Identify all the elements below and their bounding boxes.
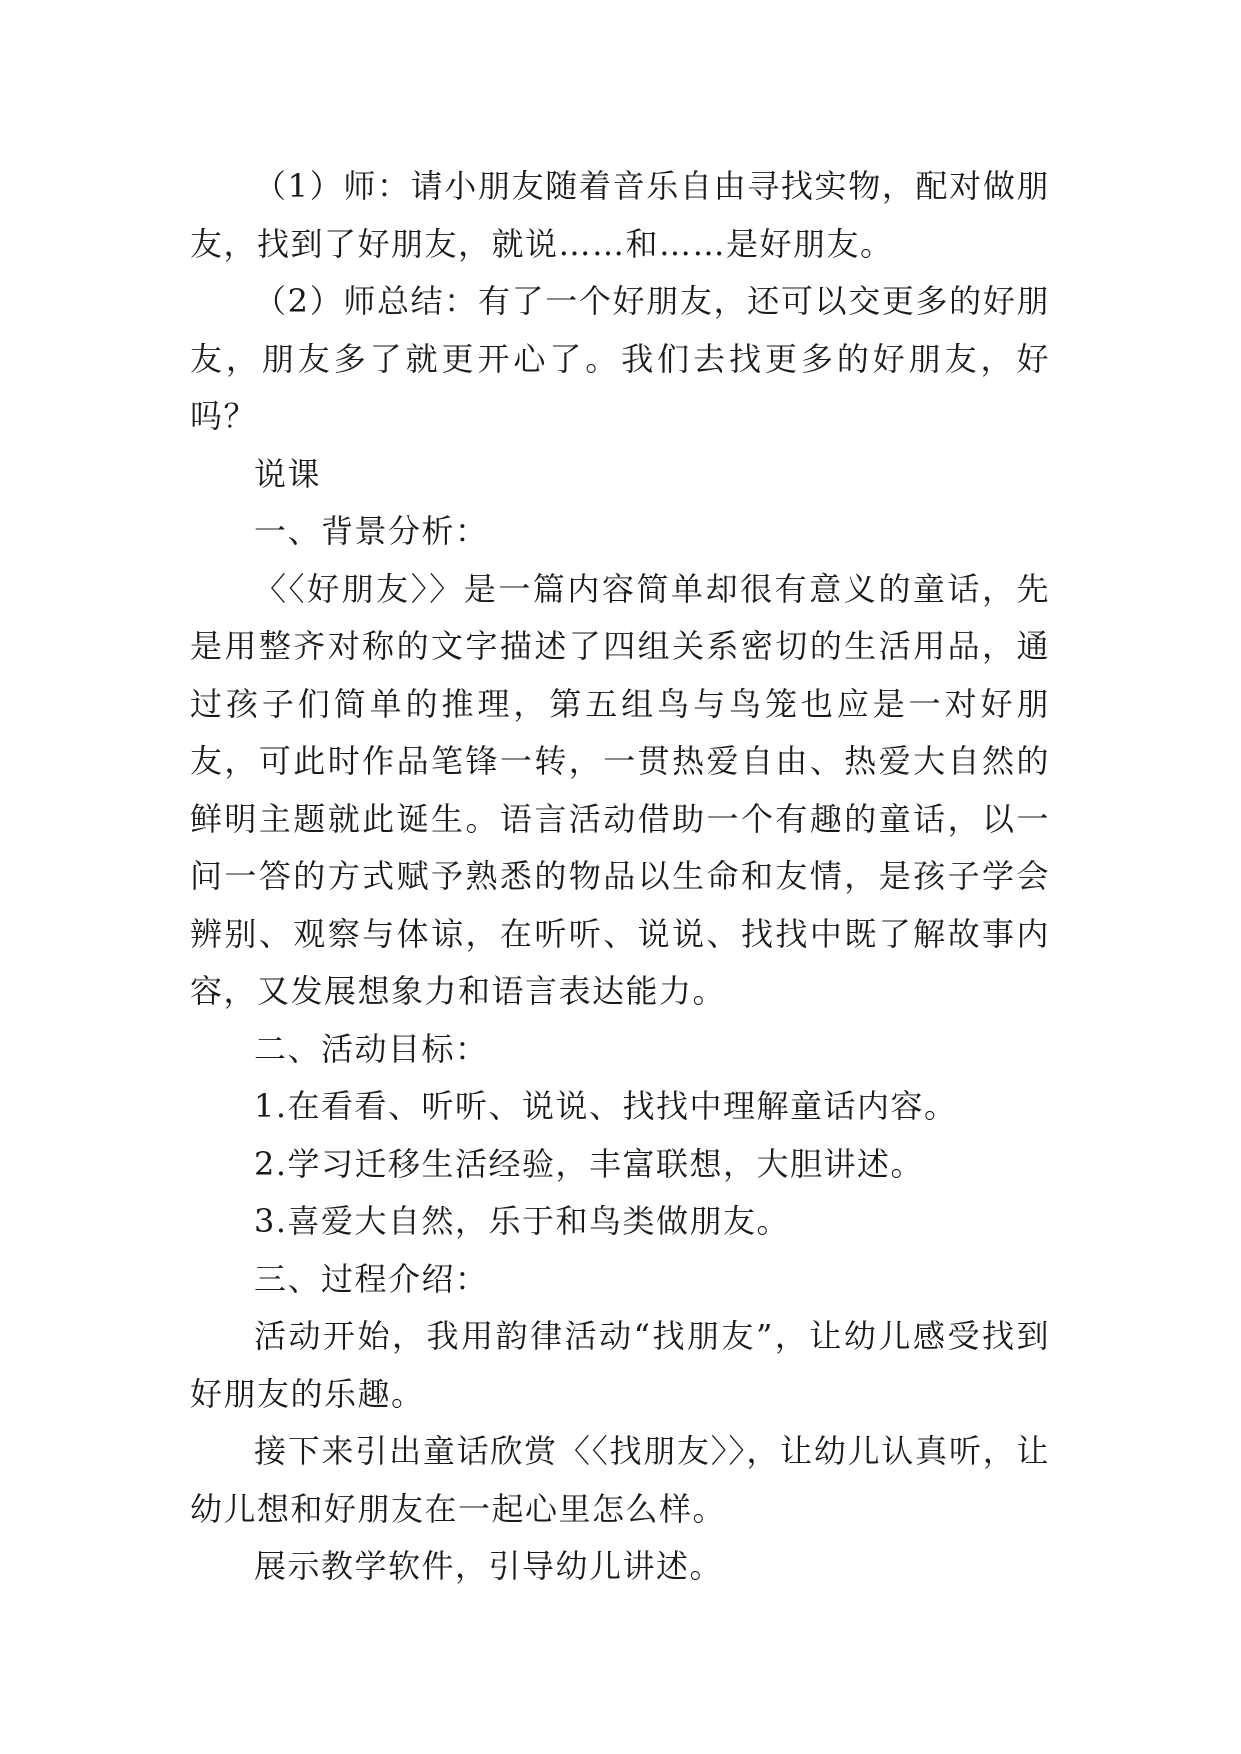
paragraph-background: 〈〈好朋友〉〉是一篇内容简单却很有意义的童话，先是用整齐对称的文字描述了四组关系密切的生活用品，通过孩子们简单的推理，第五组鸟与鸟笼也应是一对好朋友，可此时作品笔锋一转，一贯热爱自由、热爱大自然的鲜明主题就此诞生。语言活动借助一个有趣的童话，以一问一答的方式赋予熟悉的物品以生命和友情，是孩子学会辨别、观察与体谅，在听听、说说、找找中既了解故事内容，又发展想象力和语言表达能力。 <box>190 569 1050 1010</box>
goal-item-1: 1.在看看、听听、说说、找找中理解童话内容。 <box>254 1087 958 1125</box>
paragraph-activity-start: 活动开始，我用韵律活动“找朋友”，让幼儿感受找到好朋友的乐趣。 <box>190 1317 1050 1413</box>
heading-background-analysis: 一、背景分析： <box>254 512 489 550</box>
document-body <box>190 158 1050 1596</box>
paragraph-story-appreciation: 接下来引出童话欣赏〈〈找朋友〉〉，让幼儿认真听，让幼儿想和好朋友在一起心里怎么样。 <box>190 1432 1050 1528</box>
heading-activity-goals: 二、活动目标： <box>254 1029 489 1068</box>
paragraph-teacher-summary: （2）师总结：有了一个好朋友，还可以交更多的好朋友，朋友多了就更开心了。我们去找更多的好朋友，好吗？ <box>190 282 1050 435</box>
paragraph-teacher-instruction: （1）师：请小朋友随着音乐自由寻找实物，配对做朋友，找到了好朋友，就说……和……是好朋友。 <box>190 167 1050 263</box>
section-title-shuoke: 说课 <box>254 454 322 493</box>
heading-process-intro: 三、过程介绍： <box>254 1259 489 1298</box>
goal-item-2: 2.学习迁移生活经验，丰富联想，大胆讲述。 <box>254 1144 925 1183</box>
goal-item-3: 3.喜爱大自然，乐于和鸟类做朋友。 <box>254 1202 791 1240</box>
paragraph-software-demo: 展示教学软件，引导幼儿讲述。 <box>254 1547 724 1585</box>
